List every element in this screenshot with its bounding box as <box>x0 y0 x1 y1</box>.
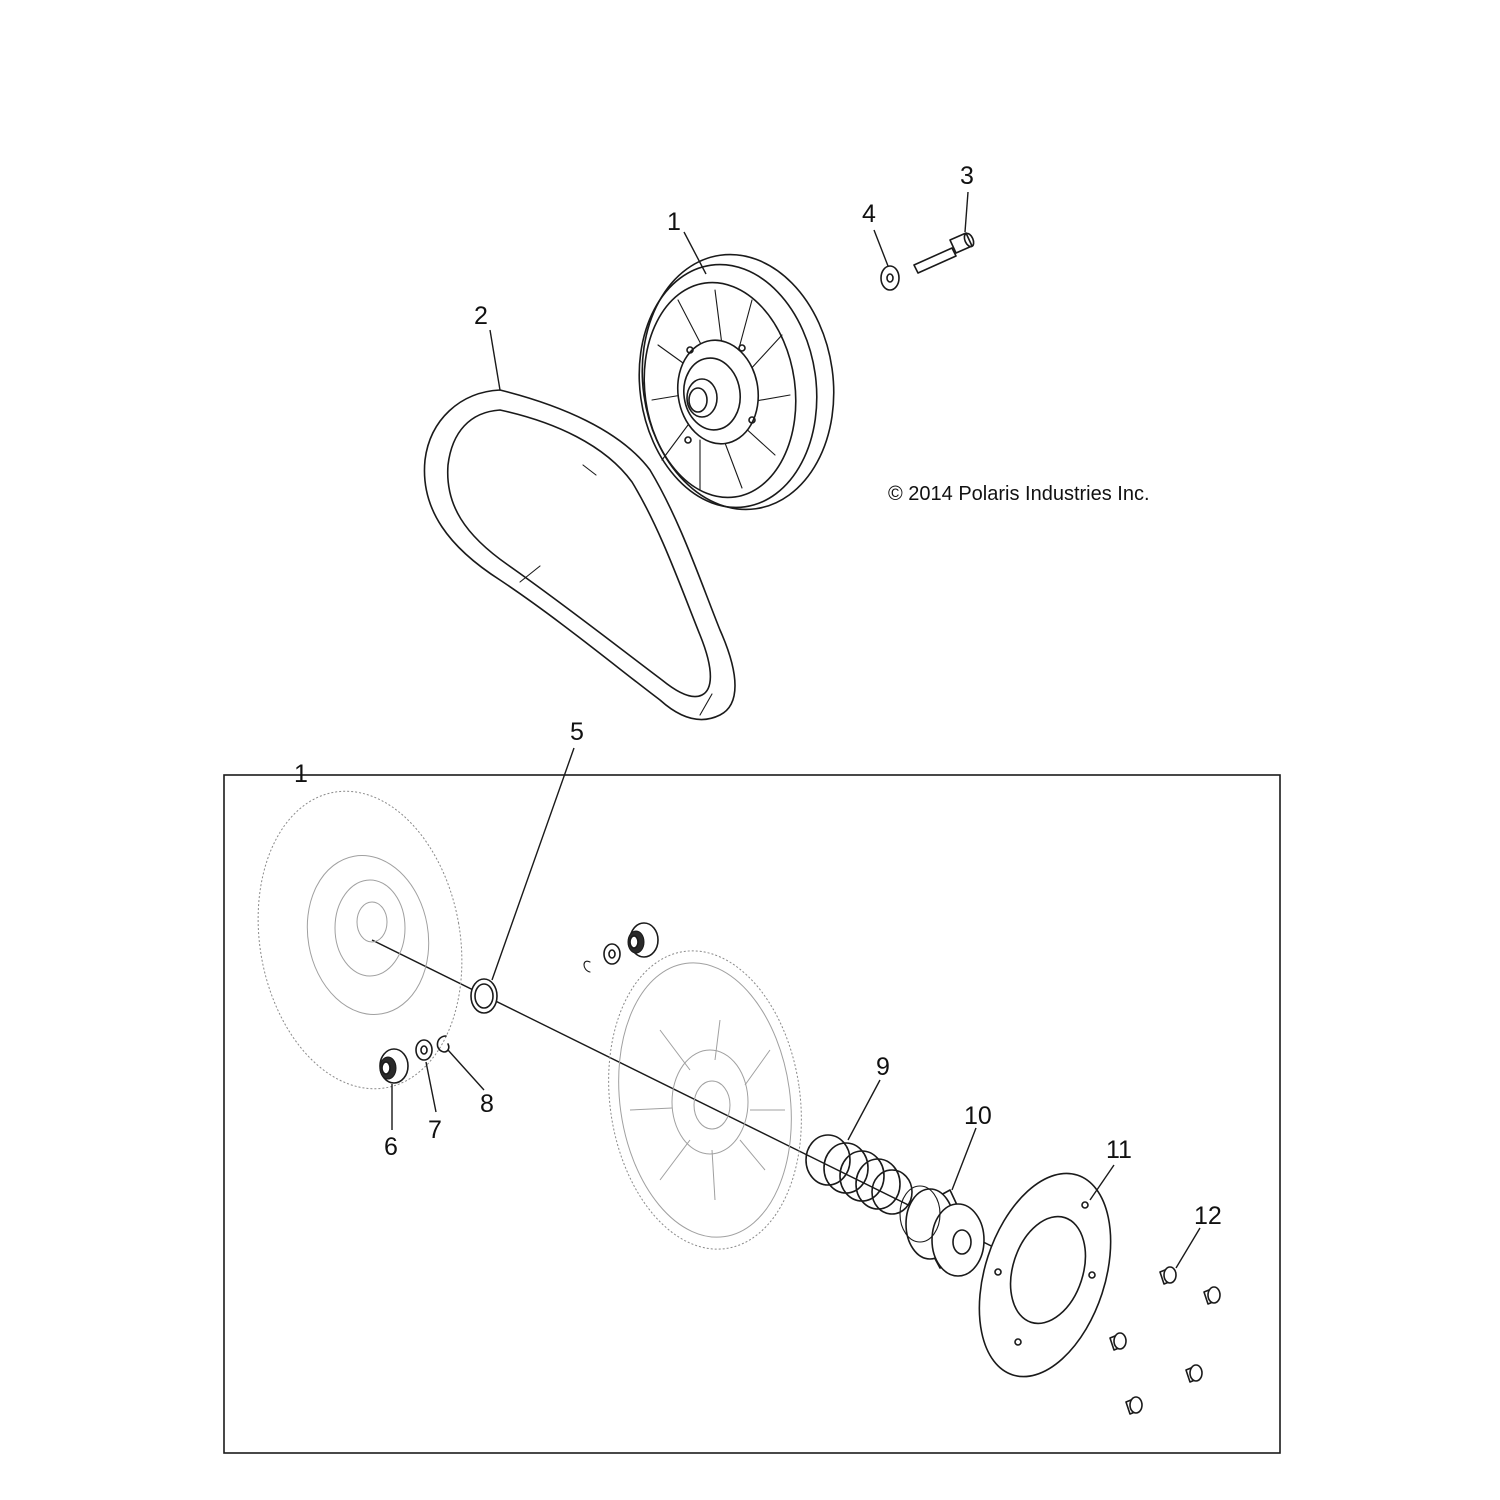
e-clip <box>437 1036 448 1052</box>
callout-11: 11 <box>1106 1136 1132 1164</box>
screw <box>1160 1267 1176 1284</box>
screws <box>1110 1267 1220 1414</box>
callout-6: 6 <box>384 1133 398 1161</box>
moveable-sheave <box>590 938 820 1262</box>
washer <box>881 266 899 290</box>
callout-7: 7 <box>428 1116 442 1144</box>
bolt <box>914 232 976 273</box>
callout-1-upper: 1 <box>667 208 681 236</box>
screw <box>1186 1365 1202 1382</box>
callout-12: 12 <box>1194 1202 1222 1230</box>
callout-4: 4 <box>862 200 876 228</box>
callout-1-assembly: 1 <box>294 760 308 788</box>
copyright-notice: © 2014 Polaris Industries Inc. <box>888 483 1150 505</box>
screw <box>1204 1287 1220 1304</box>
driven-clutch <box>624 242 850 522</box>
callout-9: 9 <box>876 1053 890 1081</box>
fixed-sheave <box>235 775 484 1105</box>
callout-2: 2 <box>474 302 488 330</box>
spring <box>806 1135 912 1214</box>
assembly-frame <box>224 775 1280 1453</box>
roller <box>380 1049 408 1083</box>
callout-5: 5 <box>570 718 584 746</box>
cover-plate <box>955 1157 1134 1394</box>
screw <box>1110 1333 1126 1350</box>
screw <box>1126 1397 1142 1414</box>
roller-set-upper <box>584 923 658 972</box>
callout-3: 3 <box>960 162 974 190</box>
roller-washer <box>416 1040 432 1060</box>
callout-8: 8 <box>480 1090 494 1118</box>
o-ring <box>471 979 497 1013</box>
callout-10: 10 <box>964 1102 992 1130</box>
helix <box>900 1186 984 1276</box>
